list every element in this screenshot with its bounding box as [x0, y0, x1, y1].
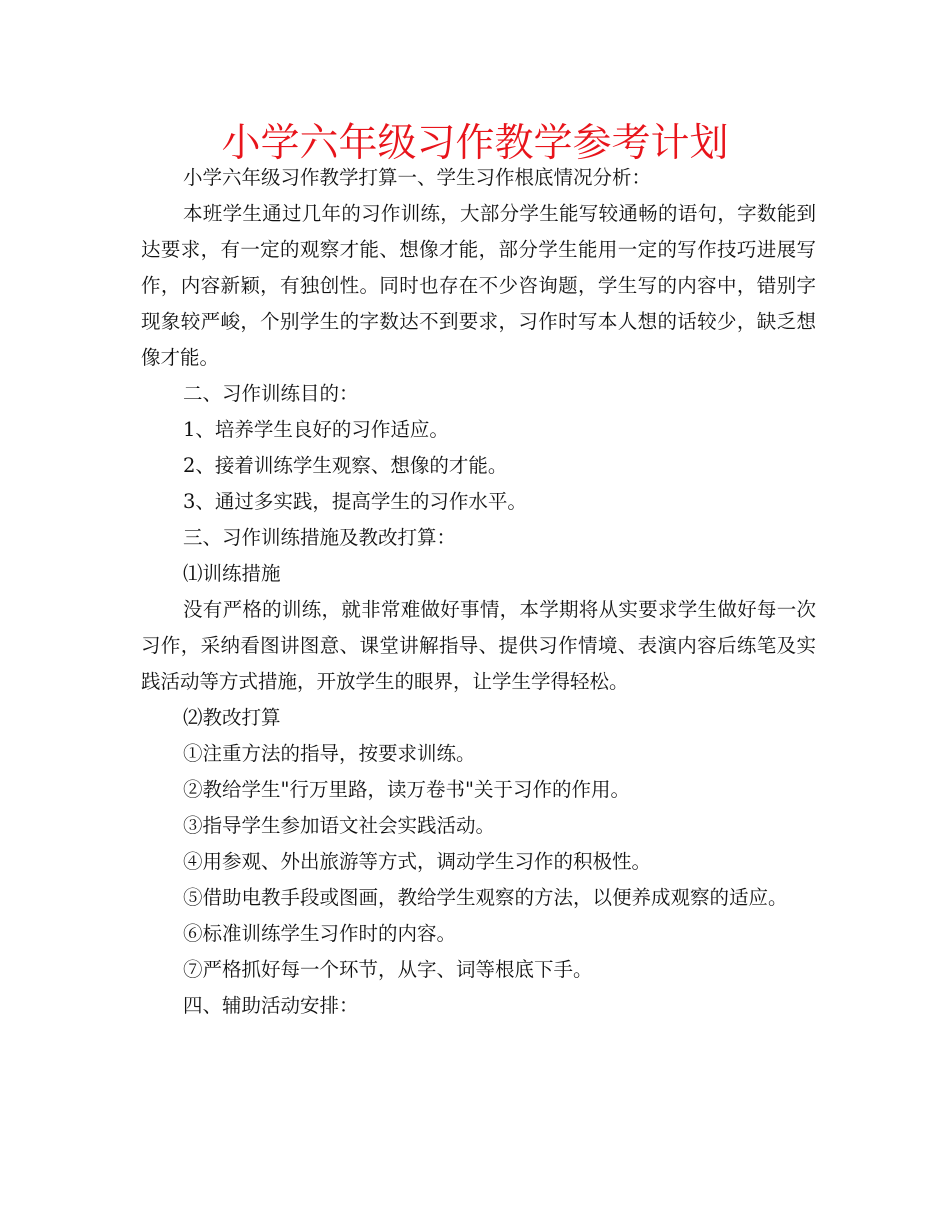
heading-activities: 四、辅助活动安排：: [183, 994, 359, 1017]
list-item-plan-1: ①注重方法的指导，按要求训练。: [183, 742, 476, 765]
list-item-plan-2: ②教给学生"行万里路，读万卷书"关于习作的作用。: [183, 778, 630, 801]
heading-goals: 二、习作训练目的：: [183, 382, 359, 405]
list-item-plan-7: ⑦严格抓好每一个环节，从字、词等根底下手。: [183, 958, 593, 981]
subheading-reform-plan: ⑵教改打算: [183, 706, 281, 729]
subheading-training-measures: ⑴训练措施: [183, 562, 281, 585]
paragraph-intro: 小学六年级习作教学打算一、学生习作根底情况分析：: [183, 166, 652, 189]
list-item-goal-1: 1、培养学生良好的习作适应。: [183, 418, 449, 441]
list-item-plan-6: ⑥标准训练学生习作时的内容。: [183, 922, 457, 945]
list-item-plan-3: ③指导学生参加语文社会实践活动。: [183, 814, 496, 837]
list-item-plan-4: ④用参观、外出旅游等方式，调动学生习作的积极性。: [183, 850, 652, 873]
paragraph-training-measures: 没有严格的训练，就非常难做好事情，本学期将从实要求学生做好每一次习作，采纳看图讲图意、课堂讲解指导、提供习作情境、表演内容后练笔及实践活动等方式措施，开放学生的眼界，让学生学得轻松。: [141, 598, 816, 693]
document-body: [141, 160, 816, 1024]
paragraph-analysis: 本班学生通过几年的习作训练，大部分学生能写较通畅的语句，字数能到达要求，有一定的观察才能、想像才能，部分学生能用一定的写作技巧进展写作，内容新颖，有独创性。同时也存在不少咨询题，学生写的内容中，错别字现象较严峻，个别学生的字数达不到要求，习作时写本人想的话较少，缺乏想像才能。: [141, 202, 816, 369]
list-item-goal-2: 2、接着训练学生观察、想像的才能。: [183, 454, 508, 477]
list-item-goal-3: 3、通过多实践，提高学生的习作水平。: [183, 490, 527, 513]
list-item-plan-5: ⑤借助电教手段或图画，教给学生观察的方法，以便养成观察的适应。: [183, 886, 788, 909]
document-title: 小学六年级习作教学参考计划: [221, 121, 729, 166]
heading-measures: 三、习作训练措施及教改打算：: [183, 526, 457, 549]
